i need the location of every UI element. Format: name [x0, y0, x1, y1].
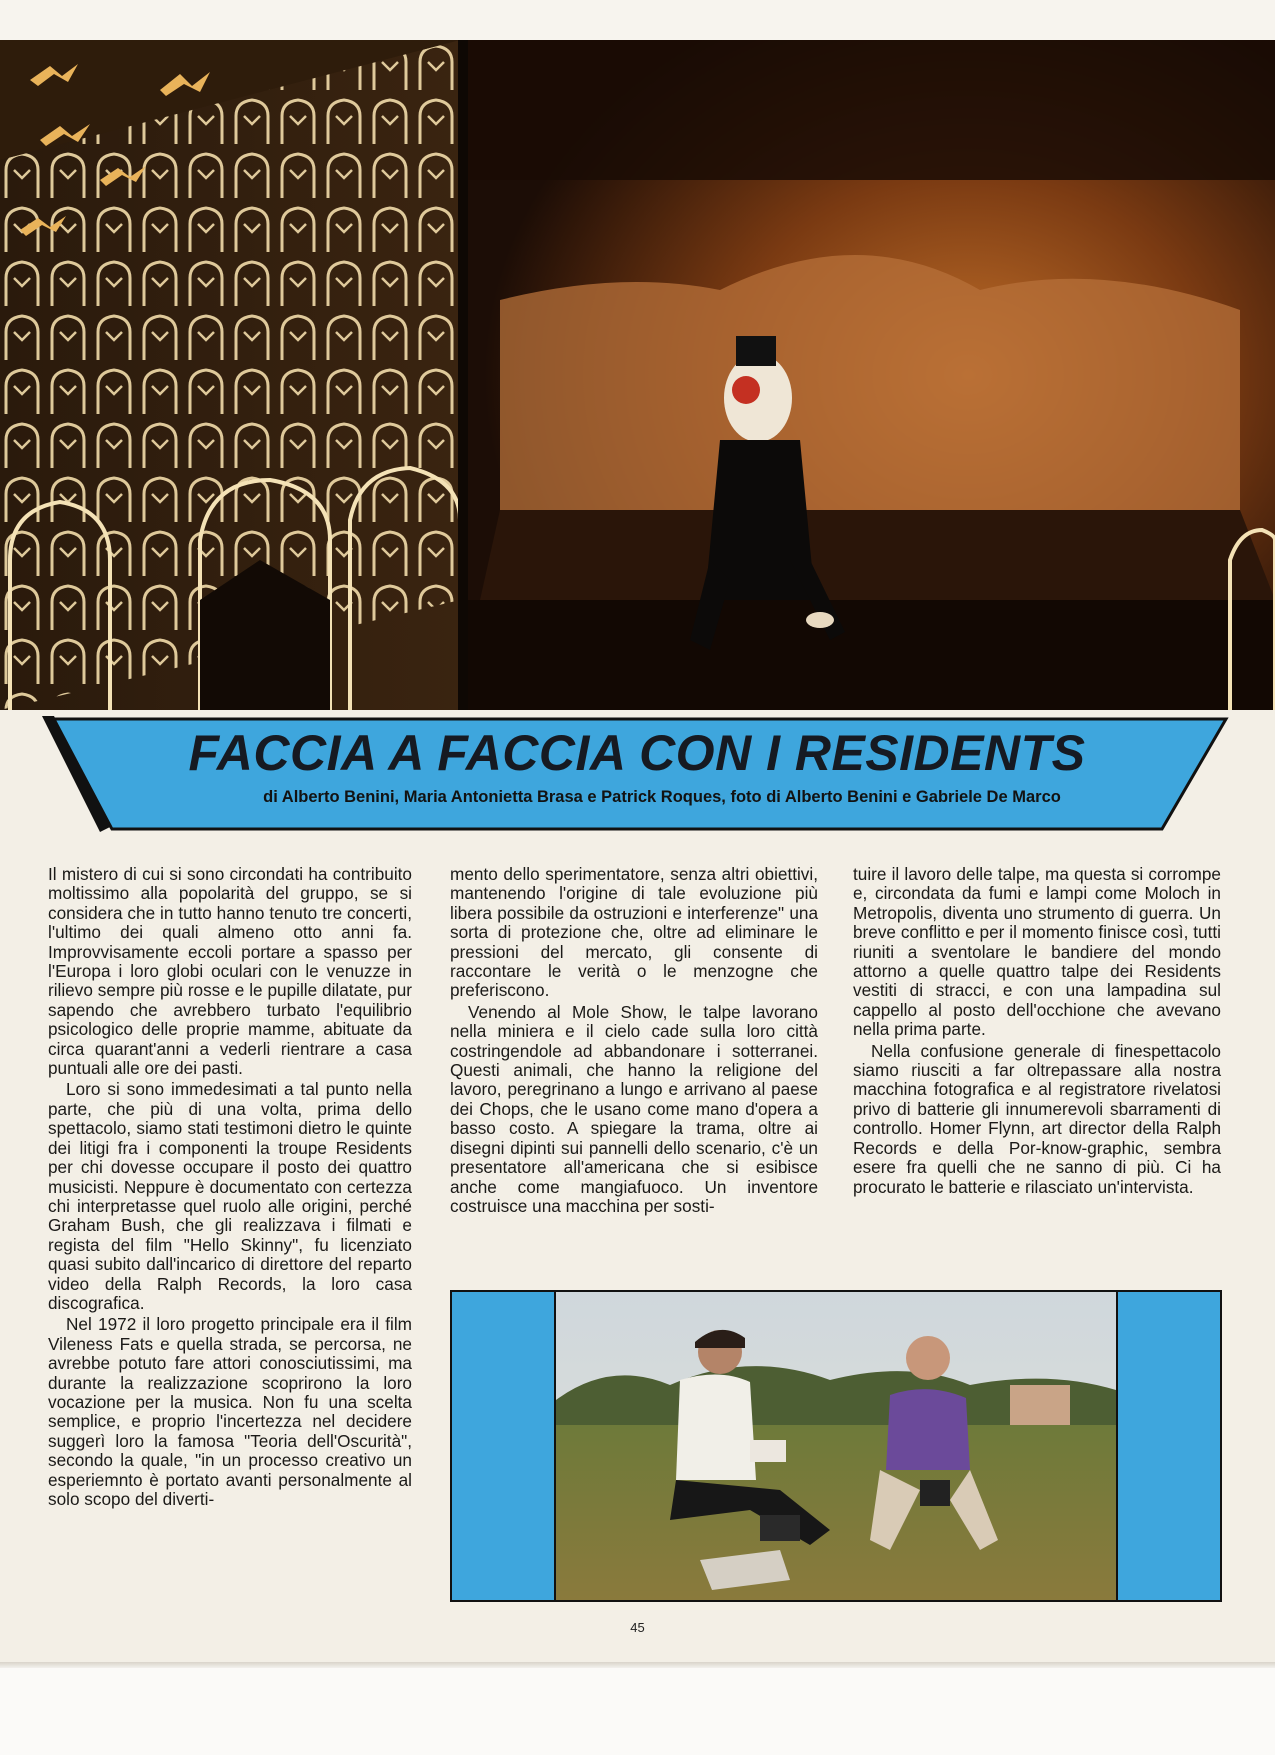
paragraph: Nel 1972 il loro progetto principale era il film Vileness Fats e quella strada, se percorsa, ne avrebbe potuto fare attori conosciutissimi, ma durante la realizzazione scoprirono la loro vocazione per la musica. Non fu una scelta semplice, e proprio l'incertezza nel decidere suggerì loro la famosa "Teoria dell'Oscurità", secondo la quale, "in un processo creativo un esperiemnto è portato avanti personalmente al solo scopo del diverti-: [48, 1314, 412, 1509]
page-top-margin: [0, 0, 1275, 40]
paragraph: mento dello sperimentatore, senza altri obiettivi, mantenendo l'origine di tale evoluzione più libera possibile da ostruzioni e interferenze" una sorta di protezione che, oltre ad eliminare le pressioni del mercato, gli consente di raccontare le verità o le menzogne che preferiscono.: [450, 864, 818, 1001]
paragraph: Loro si sono immedesimati a tal punto nella parte, che più di una volta, prima dello spettacolo, siamo stati testimoni dietro le quinte dei litigi fra i componenti la troupe Residents per chi dovesse occupare il posto dei quattro musicisti. Neppure è documentato con certezza chi interpretasse quel ruolo alle origini, perché Graham Bush, che gli realizzava i filmati e regista del film "Hello Skinny", fu licenziato quasi subito dall'incarico di direttore del reparto video della Ralph Records, la loro casa discografica.: [48, 1079, 412, 1313]
article-byline: di Alberto Benini, Maria Antonietta Brasa e Patrick Roques, foto di Alberto Benini e Gabriele De Marco: [263, 788, 1061, 806]
text-column-3: [853, 865, 1221, 1199]
page-number: 45: [630, 1620, 645, 1635]
page-bottom-margin: [0, 1668, 1275, 1755]
paragraph: tuire il lavoro delle talpe, ma questa si corrompe e, circondata da fumi e lampi come Moloch in Metropolis, diventa uno strumento di guerra. Un breve conflitto e per il momento finisce così, tutti riuniti a sventolare le bandiere del mondo attorno a quelle quattro talpe dei Residents vestiti di stracci, e con una lampadina sul cappello al posto dell'occhione che avevano nella prima parte.: [853, 864, 1221, 1040]
article-title: FACCIA A FACCIA CON I RESIDENTS: [188, 725, 1086, 781]
text-column-2: [450, 865, 818, 1218]
text-column-1: [48, 865, 412, 1511]
interview-photo: [450, 1290, 1222, 1602]
paragraph: Nella confusione generale di finespettacolo siamo riusciti a far oltrepassare alla nostra macchina fotografica e al registratore rivelatosi privo di batterie gli innumerevoli sbarramenti di controllo. Homer Flynn, art director della Ralph Records e della Por-know-graphic, sembra esere fra quelli che ne sanno di più. Ci ha procurato le batterie e rilasciato un'intervista.: [853, 1040, 1221, 1197]
concert-stage-photo: [0, 40, 1275, 710]
paragraph: Venendo al Mole Show, le talpe lavorano nella miniera e il cielo cade sulla loro città costringendole ad abbandonare i sotterranei. Questi animali, che hanno la religione del lavoro, peregrinano a lungo e arrivano al paese dei Chops, che le usano come mano d'opera a basso costo. A spiegare la trama, oltre ai disegni dipinti sui pannelli dello scenario, c'è un presentatore all'americana che si esibisce anche come mangiafuoco. Un inventore costruisce una macchina per sosti-: [450, 1001, 818, 1216]
title-banner: [42, 716, 1232, 832]
paragraph: Il mistero di cui si sono circondati ha contribuito moltissimo alla popolarità del gruppo, se si considera che in tutto hanno tenuto tre concerti, l'ultimo dei quali almeno otto anni fa. Improvvisamente eccoli portare a spasso per l'Europa i loro globi oculari con le venuzze in rilievo sempre più rosse e le pupille dilatate, pur sapendo che avrebbero turbato l'equilibrio psicologico delle proprie mamme, abituate da circa quarant'anni a vederli rientrare a casa puntuali alle ore dei pasti.: [48, 864, 412, 1079]
